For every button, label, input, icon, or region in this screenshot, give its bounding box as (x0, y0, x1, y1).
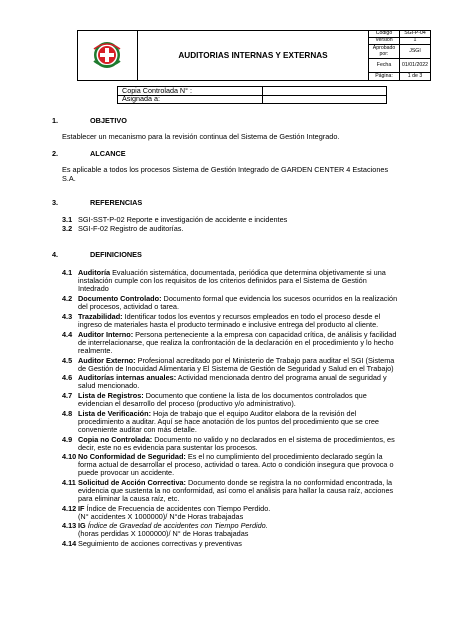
meta-row-aprobado (369, 45, 430, 59)
definition-number: 4.1 (62, 268, 73, 277)
reference-text: SGI-SST-P-02 Reporte e investigación de accidente e incidentes (78, 215, 288, 224)
definition-text: Índice de Gravedad de accidentes con Tiempo Perdido. (87, 521, 268, 530)
definition-line: procedimiento a auditar. Aquí se hace anotación de los puntos del procedimiento que se cree (78, 417, 379, 426)
definition-term: Documento Controlado: (78, 294, 162, 303)
copy-row-assigned (118, 95, 386, 103)
definition-number: 4.5 (62, 356, 73, 365)
definition-number: 4.10 (62, 452, 77, 461)
alcance-text-line: S.A. (62, 174, 76, 183)
definition-text: Es el no cumplimiento del procedimiento declarado según la (187, 452, 383, 461)
objetivo-text: Establecer un mecanismo para la revisión continua del Sistema de Gestión Integrado. (62, 132, 340, 141)
definition-line: para eliminar la causa raíz, etc. (78, 494, 180, 503)
definition-line: salud mencionado. (78, 381, 140, 390)
meta-key: Fecha (369, 59, 400, 72)
definition-line: de Gestión de Inocuidad Alimentaria y El Sistema de Gestión de Seguridad y Salud en el Trabajo) (78, 364, 394, 373)
reference-number: 3.2 (62, 224, 73, 233)
company-logo (78, 31, 138, 80)
definition-text: Documento donde se registra la no conformidad encontrada, la (188, 478, 393, 487)
logo-emblem-icon (78, 31, 136, 79)
definition-number: 4.8 (62, 409, 73, 418)
section-title-definiciones: DEFINICIONES (90, 250, 142, 259)
reference-text: SGI-F-02 Registro de auditorías. (78, 224, 184, 233)
meta-key: Versión (369, 38, 400, 44)
definition-text: Persona perteneciente a la empresa con capacidad crítica, de análisis y facilidad (135, 330, 397, 339)
definition-number: 4.12 (62, 504, 77, 513)
definition-line: puede provocar un accidente. (78, 468, 175, 477)
definition-term: Auditor Interno: (78, 330, 134, 339)
definition-text: Identificar todos los eventos y recursos empleados en todo el proceso desde el (124, 312, 381, 321)
definition-number: 4.3 (62, 312, 73, 321)
alcance-text-line: Es aplicable a todos los procesos Sistema de Gestión Integrado de GARDEN CENTER 4 Estaciones (62, 165, 389, 174)
definition-term: No Conformidad de Seguridad: (78, 452, 186, 461)
definition-number: 4.9 (62, 435, 73, 444)
definition-term: Lista de Verificación: (78, 409, 151, 418)
definition-term: Trazabilidad: (78, 312, 123, 321)
copy-controlled-label: Copia Controlada N° : (118, 87, 263, 95)
definition-text: Documento que contiene la lista de los documentos controlados que (145, 391, 367, 400)
definition-line: decir, este no es evidencia para sustentar los procesos. (78, 443, 258, 452)
copy-control-table (117, 86, 387, 104)
definition-number: 4.2 (62, 294, 73, 303)
definition-text: Documento no valido y no declarados en el sistema de procedimientos, es (154, 435, 395, 444)
definition-number: 4.4 (62, 330, 73, 339)
document-meta-table (369, 31, 430, 80)
meta-key: Aprobado por: (369, 45, 400, 58)
section-title-objetivo: OBJETIVO (90, 116, 127, 125)
document-title: AUDITORIAS INTERNAS Y EXTERNAS (138, 31, 369, 80)
definition-number: 4.14 (62, 539, 77, 548)
meta-value: 1 (413, 37, 417, 44)
definition-term: Auditor Externo: (78, 356, 136, 365)
definition-term: IF (78, 504, 85, 513)
meta-value: 01/01/2022 (402, 61, 428, 68)
definition-line: Intedrado (78, 284, 109, 293)
copy-assigned-label: Asignada a: (118, 95, 263, 103)
definition-number: 4.11 (62, 478, 76, 487)
definition-line: del procesos, actividad o tarea. (78, 302, 179, 311)
section-number: 3. (52, 198, 59, 207)
section-number: 2. (52, 149, 59, 158)
definition-term: Lista de Registros: (78, 391, 144, 400)
meta-row-fecha (369, 59, 430, 73)
definition-line: de interrelacionarse, que realiza la confrontación de la declaración en el procedimiento y lo hecho (78, 338, 394, 347)
definition-term: IG (78, 521, 86, 530)
meta-value: 1 de 3 (407, 72, 423, 79)
definition-number: 4.6 (62, 373, 73, 382)
definition-number: 4.13 (62, 521, 77, 530)
definition-line: forma actual de desarrollar el proceso, actividad o tarea. Acto o condición insegura que provoca o (78, 460, 394, 469)
meta-row-version (369, 38, 430, 45)
definition-number: 4.7 (62, 391, 73, 400)
meta-key: Página: (369, 73, 400, 80)
definition-line: evidencia que sustenta la no conformidad, así como el análisis para hallar la causa raíz, acciones (78, 486, 394, 495)
meta-value: SGI-P-04 (404, 30, 426, 37)
meta-key: Código (369, 31, 400, 37)
definition-text: Actividad mencionada dentro del programa anual de seguridad y (177, 373, 387, 382)
section-number: 4. (52, 250, 59, 259)
definition-text: Profesional acreditado por el Ministerio de Trabajo para auditar el SGI (Sistema (137, 356, 395, 365)
definition-line: instalación cumple con los requisitos de los criterios definidos para el Sistema de Gestión (78, 276, 367, 285)
definition-term: Solicitud de Acción Correctiva: (78, 478, 186, 487)
reference-number: 3.1 (62, 215, 73, 224)
definition-line: ingreso de materiales hasta el producto terminado e inclusive entrega del producto al cliente. (78, 320, 379, 329)
definition-line: Seguimiento de acciones correctivas y preventivas (78, 539, 242, 548)
definition-text: Documento formal que evidencia los sucesos ocurridos en la realización (163, 294, 398, 303)
meta-value: JSGI (409, 47, 421, 54)
section-number: 1. (52, 116, 59, 125)
section-title-alcance: ALCANCE (90, 149, 126, 158)
definition-line: realmente. (78, 346, 113, 355)
definition-text: Índice de Frecuencia de accidentes con Tiempo Perdido. (86, 504, 271, 513)
section-title-referencias: REFERENCIAS (90, 198, 143, 207)
definition-term: Auditoría (78, 268, 111, 277)
definition-line: conveniente auditar con más detalle. (78, 425, 197, 434)
definition-term: Auditorías internas anuales: (78, 373, 177, 382)
definition-line: (N° accidentes X 1000000)/ N°de Horas trabajadas (78, 512, 244, 521)
definition-text: Evaluación sistemática, documentada, periódica que determina objetivamente si una (112, 268, 386, 277)
document-header (77, 30, 431, 81)
meta-row-pagina (369, 73, 430, 80)
definition-line: evidencian el desarrollo del proceso (productivo y/o administrativo). (78, 399, 296, 408)
definition-line: (horas perdidas X 1000000)/ N° de Horas trabajadas (78, 529, 249, 538)
definition-text: Hoja de trabajo que el equipo Auditor elabora de la revisión del (153, 409, 357, 418)
definition-term: Copia no Controlada: (78, 435, 153, 444)
